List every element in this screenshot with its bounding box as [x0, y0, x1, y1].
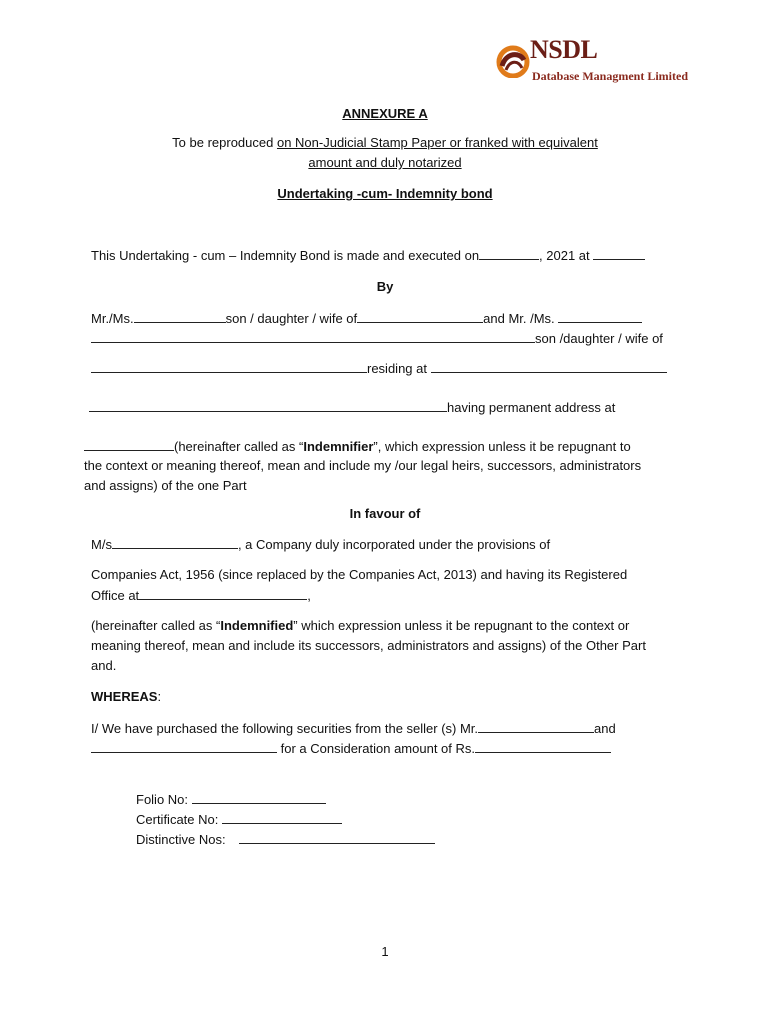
companies-act-line: Companies Act, 1956 (since replaced by the Companies Act, 2013) and having its Registered — [91, 567, 628, 582]
indemnified-line-3: and. — [91, 658, 117, 673]
indemnifier-line-1 — [84, 436, 631, 457]
purchase-text-a: I/ We have purchased the following securities from the seller (s) Mr. — [91, 721, 479, 736]
relation-label-1: son / daughter / wife of — [225, 311, 358, 326]
residing-label: residing at — [367, 361, 427, 376]
address-label: having permanent address at — [447, 400, 616, 415]
place-blank[interactable] — [593, 245, 645, 260]
indemnified-line-2: meaning thereof, mean and include its successors, administrators and assigns) of the Other Part — [91, 638, 646, 653]
page-number: 1 — [381, 944, 389, 959]
nsdl-swirl-logo-icon — [496, 44, 530, 78]
party-line-1 — [91, 308, 642, 329]
address-line — [89, 397, 615, 418]
seller-name-blank[interactable] — [478, 718, 594, 733]
purchase-line-2 — [91, 738, 611, 759]
purchase-text-b: for a Consideration amount of Rs. — [277, 741, 475, 756]
distinctive-label: Distinctive Nos: — [136, 832, 226, 847]
certificate-blank[interactable] — [222, 809, 342, 824]
nsdl-logo — [496, 35, 696, 84]
whereas-colon: : — [157, 689, 162, 704]
name-blank-2[interactable] — [558, 308, 642, 323]
relation-blank-1[interactable] — [357, 308, 483, 323]
consideration-amount-blank[interactable] — [475, 738, 611, 753]
mr-ms-label: Mr./Ms. — [91, 311, 134, 326]
indemnifier-blank[interactable] — [84, 436, 174, 451]
office-line — [91, 585, 311, 606]
company-name-blank[interactable] — [112, 534, 238, 549]
logo-subtitle: Database Managment Limited — [532, 69, 688, 83]
name-blank-1[interactable] — [134, 308, 226, 323]
certificate-line — [136, 809, 342, 830]
office-label: Office at — [91, 588, 140, 603]
office-blank[interactable] — [139, 585, 307, 600]
certificate-label: Certificate No: — [136, 812, 219, 827]
relation-label-2: son /daughter / wife of — [535, 331, 663, 346]
indemnified-term: Indemnified — [220, 618, 294, 633]
folio-blank[interactable] — [192, 789, 326, 804]
office-comma: , — [307, 588, 311, 603]
and-mr-ms-label: and Mr. /Ms. — [483, 311, 555, 326]
indemnifier-term: Indemnifier — [303, 439, 374, 454]
execution-line — [91, 245, 645, 266]
purchase-and: and — [594, 721, 616, 736]
annexure-heading: ANNEXURE A — [342, 106, 428, 121]
distinctive-line — [136, 829, 435, 850]
folio-line — [136, 789, 326, 810]
by-heading: By — [376, 279, 394, 294]
bond-title: Undertaking -cum- Indemnity bond — [277, 186, 493, 201]
instruction-line-1 — [0, 133, 770, 153]
execution-year-text: , 2021 at — [539, 248, 590, 263]
indemnified-text-c: ” which expression unless it be repugnant to the context or — [293, 618, 630, 633]
instruction-line-2 — [0, 153, 770, 173]
instruction-underlined-1: on Non-Judicial Stamp Paper or franked with equivalent — [276, 135, 598, 150]
indemnified-text-a: (hereinafter called as “ — [91, 618, 221, 633]
distinctive-blank[interactable] — [239, 829, 435, 844]
whereas-heading — [91, 687, 161, 707]
party-line-2 — [91, 328, 663, 349]
residing-line — [91, 358, 667, 379]
indemnifier-text-a: (hereinafter called as “ — [174, 439, 304, 454]
indemnifier-line-3: and assigns) of the one Part — [84, 478, 247, 493]
whereas-label: WHEREAS — [91, 689, 158, 704]
date-blank[interactable] — [479, 245, 539, 260]
residing-name-blank[interactable] — [91, 358, 367, 373]
name-blank-3[interactable] — [91, 328, 535, 343]
company-text: , a Company duly incorporated under the provisions of — [237, 537, 551, 552]
in-favour-heading: In favour of — [349, 506, 421, 521]
seller-name-blank-2[interactable] — [91, 738, 277, 753]
company-line — [91, 534, 550, 555]
purchase-line-1 — [91, 718, 616, 739]
instruction-prefix: To be reproduced — [172, 135, 277, 150]
residing-address-blank[interactable] — [431, 358, 667, 373]
instruction-underlined-2: amount and duly notarized — [308, 155, 462, 170]
logo-name: NSDL — [530, 35, 598, 64]
ms-label: M/s — [91, 537, 112, 552]
indemnifier-text-c: ”, which expression unless it be repugnant to — [373, 439, 631, 454]
execution-text: This Undertaking - cum – Indemnity Bond is made and executed on — [91, 248, 480, 263]
permanent-address-blank[interactable] — [89, 397, 447, 412]
indemnifier-line-2: the context or meaning thereof, mean and include my /our legal heirs, successors, administrators — [84, 458, 642, 473]
folio-label: Folio No: — [136, 792, 189, 807]
indemnified-line-1 — [91, 616, 629, 636]
